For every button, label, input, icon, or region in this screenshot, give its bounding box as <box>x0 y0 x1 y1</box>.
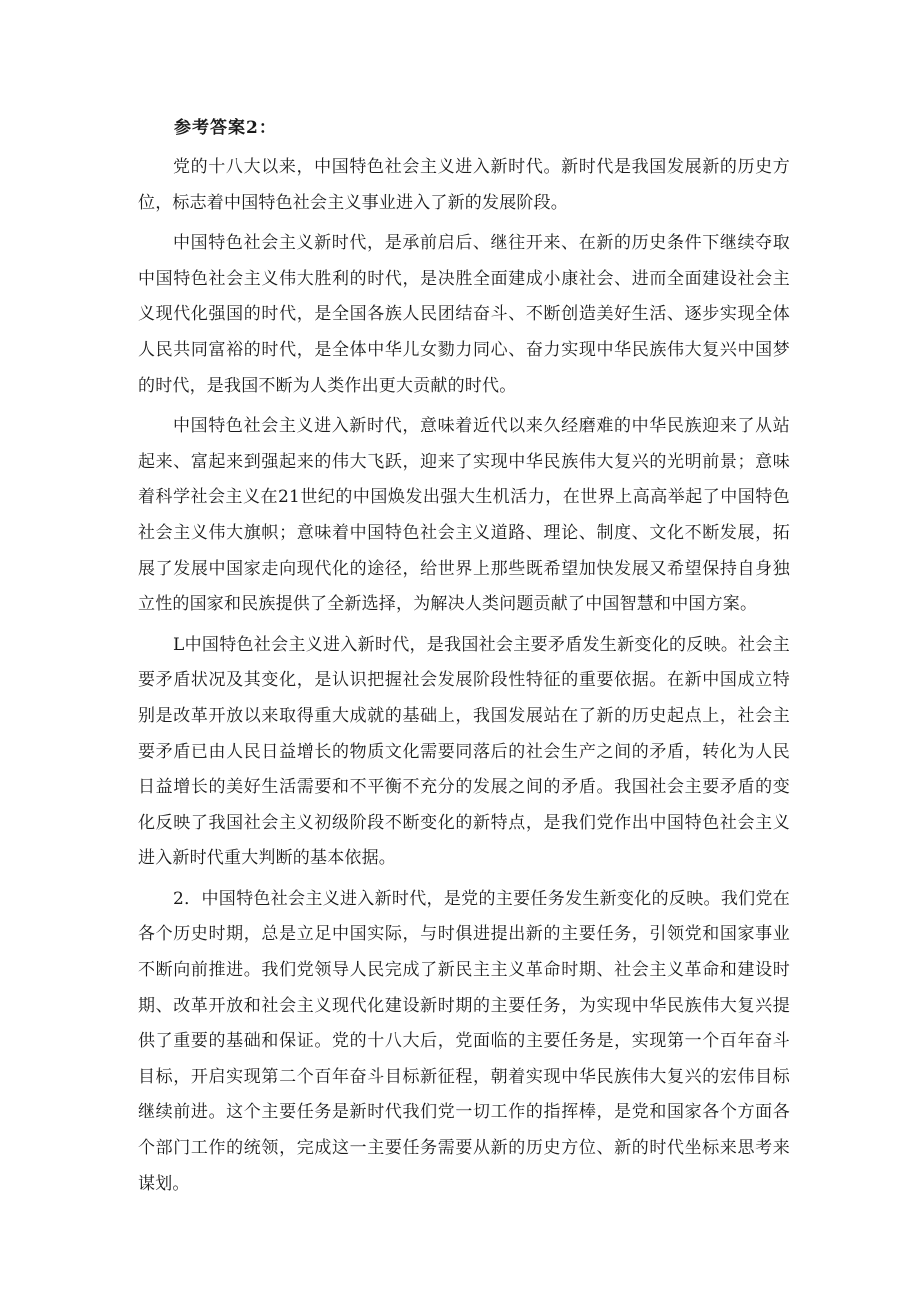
answer-heading: 参考答案2： <box>174 118 277 138</box>
document-page <box>138 108 790 1207</box>
paragraph-main-task: 2．中国特色社会主义进入新时代，是党的主要任务发生新变化的反映。我们党在各个历史时期，总是立足中国实际，与时俱进提出新的主要任务，引领党和国家事业不断向前推进。我们党领导人民完成了新民主主义革命时期、社会主义革命和建设时期、改革开放和社会主义现代化建设新时期的主要任务，为实现中华民族伟大复兴提供了重要的基础和保证。党的十八大后，党面临的主要任务是，实现第一个百年奋斗目标，开启实现第二个百年奋斗目标新征程，朝着实现中华民族伟大复兴的宏伟目标继续前进。这个主要任务是新时代我们党一切工作的指挥棒，是党和国家各个方面各个部门工作的统领，完成这一主要任务需要从新的历史方位、新的时代坐标来思考来谋划。 <box>138 888 790 1194</box>
paragraph-principal-contradiction: L中国特色社会主义进入新时代，是我国社会主要矛盾发生新变化的反映。社会主要矛盾状况及其变化，是认识把握社会发展阶段性特征的重要依据。在新中国成立特别是改革开放以来取得重大成就的基础上，我国发展站在了新的历史起点上，社会主要矛盾已由人民日益增长的物质文化需要同落后的社会生产之间的矛盾，转化为人民日益增长的美好生活需要和不平衡不充分的发展之间的矛盾。我国社会主要矛盾的变化反映了我国社会主义初级阶段不断变化的新特点，是我们党作出中国特色社会主义进入新时代重大判断的基本依据。 <box>138 634 790 869</box>
paragraph-era-definition: 中国特色社会主义新时代，是承前启后、继往开来、在新的历史条件下继续夺取中国特色社会主义伟大胜利的时代，是决胜全面建成小康社会、进而全面建设社会主义现代化强国的时代，是全国各族人民团结奋斗、不断创造美好生活、逐步实现全体人民共同富裕的时代，是全体中华儿女勠力同心、奋力实现中华民族伟大复兴中国梦的时代，是我国不断为人类作出更大贡献的时代。 <box>138 233 790 396</box>
paragraph-era-meaning: 中国特色社会主义进入新时代，意味着近代以来久经磨难的中华民族迎来了从站起来、富起来到强起来的伟大飞跃，迎来了实现中华民族伟大复兴的光明前景；意味着科学社会主义在21世纪的中国焕发出强大生机活力，在世界上高高举起了中国特色社会主义伟大旗帜；意味着中国特色社会主义道路、理论、制度、文化不断发展，拓展了发展中国家走向现代化的途径，给世界上那些既希望加快发展又希望保持自身独立性的国家和民族提供了全新选择，为解决人类问题贡献了中国智慧和中国方案。 <box>138 416 790 615</box>
paragraph-new-era: 党的十八大以来，中国特色社会主义进入新时代。新时代是我国发展新的历史方位，标志着中国特色社会主义事业进入了新的发展阶段。 <box>138 157 790 213</box>
